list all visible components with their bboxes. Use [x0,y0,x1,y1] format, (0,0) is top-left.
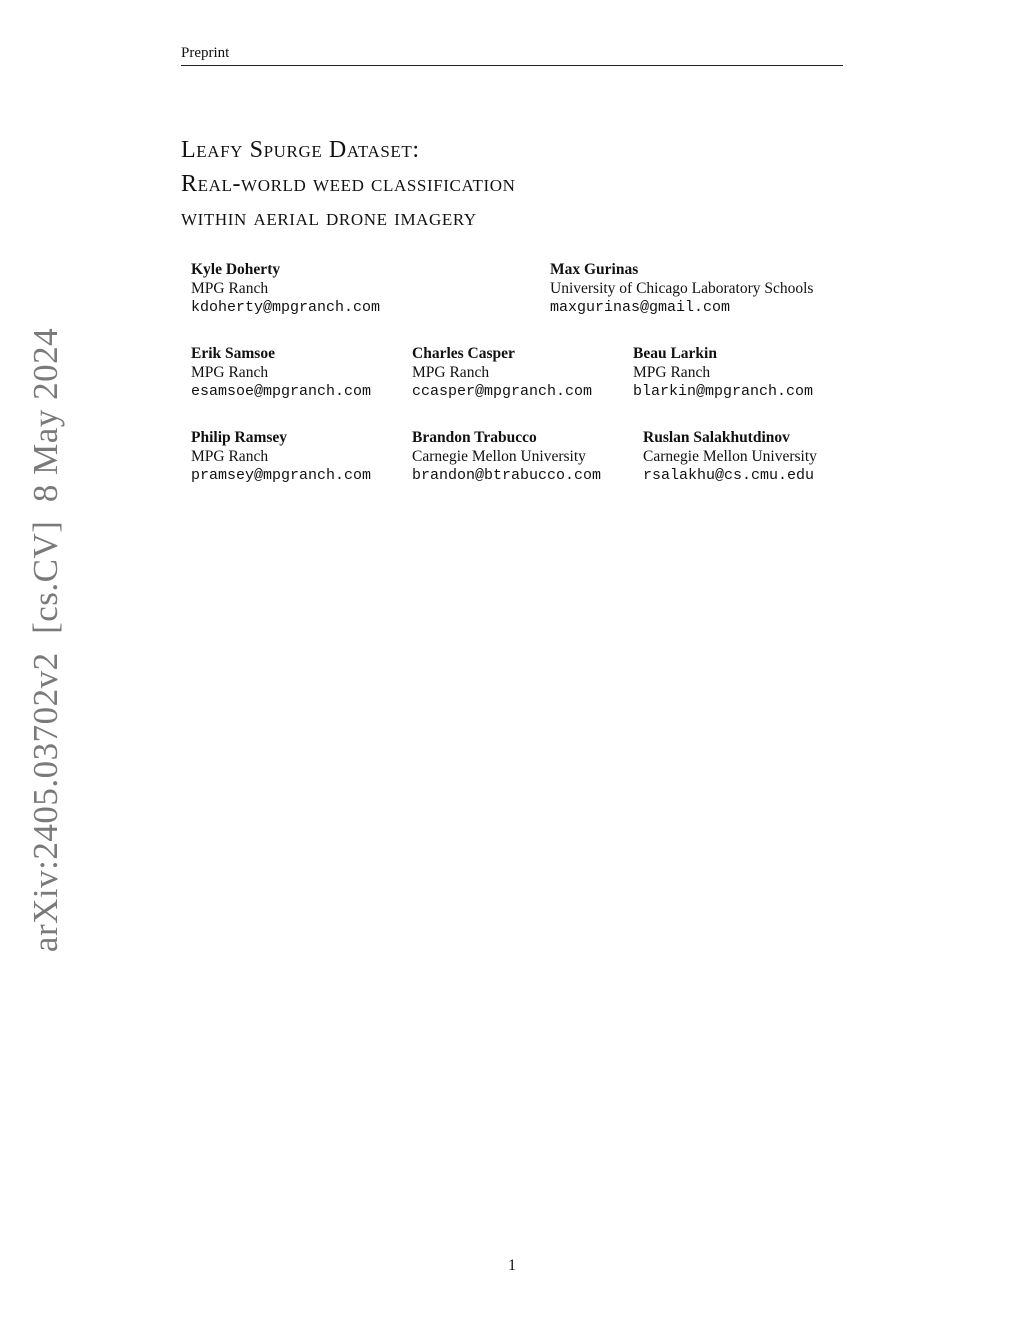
author-name: Erik Samsoe [191,345,275,362]
author-email[interactable]: ccasper@mpgranch.com [412,383,593,400]
author-email[interactable]: blarkin@mpgranch.com [633,383,814,400]
author-affiliation: MPG Ranch [191,279,269,297]
author-block [191,429,371,485]
author-block [633,345,813,401]
arxiv-identifier-stamp[interactable]: arXiv:2405.03702v2 [cs.CV] 8 May 2024 [26,327,65,953]
author-name: Philip Ramsey [191,429,288,446]
author-affiliation: MPG Ranch [191,363,269,381]
author-email[interactable]: brandon@btrabucco.com [412,467,602,484]
author-block [191,345,371,401]
author-affiliation: MPG Ranch [191,447,269,465]
author-block [643,429,817,485]
title-line-1: Leafy Spurge Dataset: [181,137,420,163]
paper-title [181,133,843,235]
author-email[interactable]: maxgurinas@gmail.com [550,299,731,316]
author-name: Kyle Doherty [191,261,281,278]
author-block [550,261,813,317]
author-affiliation: Carnegie Mellon University [412,447,586,465]
author-block [412,345,592,401]
author-name: Ruslan Salakhutdinov [643,429,790,446]
author-name: Beau Larkin [633,345,717,362]
author-email[interactable]: kdoherty@mpgranch.com [191,299,381,316]
author-name: Max Gurinas [550,261,639,278]
author-email[interactable]: rsalakhu@cs.cmu.edu [643,467,815,484]
author-name: Brandon Trabucco [412,429,537,446]
author-email[interactable]: pramsey@mpgranch.com [191,467,372,484]
title-line-3: within aerial drone imagery [181,205,477,231]
author-affiliation: MPG Ranch [412,363,490,381]
author-affiliation: University of Chicago Laboratory Schools [550,279,814,297]
author-block [191,261,380,317]
author-name: Charles Casper [412,345,515,362]
author-block [412,429,601,485]
author-affiliation: Carnegie Mellon University [643,447,817,465]
header-rule [181,65,843,66]
author-email[interactable]: esamsoe@mpgranch.com [191,383,372,400]
page-number: 1 [508,1257,516,1274]
running-header: Preprint [181,45,230,61]
author-affiliation: MPG Ranch [633,363,711,381]
title-line-2: Real-world weed classification [181,171,516,197]
